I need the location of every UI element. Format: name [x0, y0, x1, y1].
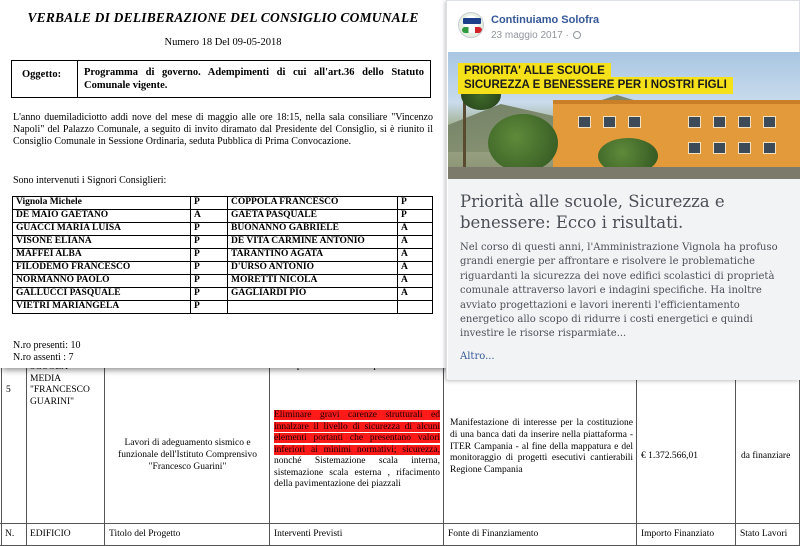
- avatar-logo-text: [463, 18, 481, 24]
- funding-source: Manifestazione di interesse per la costituzione di una banca dati da inserire nella piattaforma - ITER Campania - al fine della mappatura e del monitoraggio di progetti esecutivi cantierabili Regione Campania: [450, 418, 633, 476]
- building-name: MEDIA "FRANCESCO GUARINI": [30, 373, 90, 407]
- councillor-status: A: [398, 275, 433, 288]
- globe-icon: [573, 31, 581, 39]
- councillor-row: [13, 288, 433, 301]
- window: [738, 142, 751, 154]
- councillor-name: FILODEMO FRANCESCO: [13, 262, 191, 275]
- councillor-name: VISONE ELIANA: [13, 236, 191, 249]
- councillor-name: GALLUCCI PASQUALE: [13, 288, 191, 301]
- attendance-summary: [13, 340, 81, 363]
- councillor-row: [13, 301, 433, 314]
- councillor-status: A: [398, 262, 433, 275]
- councillor-status: P: [191, 301, 228, 314]
- read-more-link[interactable]: Altro...: [460, 351, 495, 362]
- funded-amount: € 1.372.566,01: [641, 451, 698, 461]
- link-headline[interactable]: Priorità alle scuole, Sicurezza e benessere: Ecco i risultati.: [460, 192, 725, 232]
- councillor-status: P: [191, 288, 228, 301]
- councillor-name: TARANTINO AGATA: [228, 249, 398, 262]
- link-description: Nel corso di questi anni, l'Amministrazione Vignola ha profuso grandi energie per affrontare e risolvere le problematiche riguardanti la sicurezza dei nove edifici scolastici di proprietà comunale attraverso lavori e indagini specifiche. Ha inoltre avviato progettazioni e lavori inerenti l'efficientamento energetico allo scopo di ridurre i costi energetici e quindi investire le risorse risparmiate...: [460, 242, 778, 340]
- col-divider: [104, 350, 105, 546]
- attendees-intro: Sono intervenuti i Signori Consiglieri:: [13, 175, 167, 186]
- councillor-name: BUONANNO GABRIELE: [228, 223, 398, 236]
- ground: [448, 167, 800, 179]
- councillor-name: GAETA PASQUALE: [228, 210, 398, 223]
- window: [713, 116, 726, 128]
- window: [603, 116, 616, 128]
- councillor-row: [13, 197, 433, 210]
- facebook-post: [446, 0, 800, 380]
- window: [628, 116, 641, 128]
- councillor-status: [398, 301, 433, 314]
- row-divider: [0, 523, 800, 524]
- councillor-status: A: [398, 288, 433, 301]
- post-date-text: 23 maggio 2017 ·: [491, 30, 569, 41]
- header-project-title: Titolo del Progetto: [109, 529, 181, 539]
- councillor-status: P: [191, 223, 228, 236]
- window: [688, 116, 701, 128]
- interventions: [274, 410, 440, 491]
- banner-line-2: SICUREZZA E BENESSERE PER I NOSTRI FIGLI: [458, 77, 733, 94]
- header-interventions: Interventi Previsti: [274, 529, 343, 539]
- post-date[interactable]: [491, 30, 581, 41]
- header-status: Stato Lavori: [740, 529, 788, 539]
- absent-count: N.ro assenti : 7: [13, 351, 74, 363]
- councillor-name: DE MAIO GAETANO: [13, 210, 191, 223]
- window: [713, 142, 726, 154]
- councillor-name: [228, 301, 398, 314]
- col-divider: [269, 350, 270, 546]
- subject-separator: [77, 61, 78, 97]
- post-image[interactable]: [448, 52, 800, 179]
- councillor-status: P: [191, 236, 228, 249]
- councillor-name: MORETTI NICOLA: [228, 275, 398, 288]
- work-status: da finanziare: [741, 451, 791, 461]
- councillor-row: [13, 275, 433, 288]
- present-count: N.ro presenti: 10: [13, 340, 81, 351]
- col-divider: [26, 350, 27, 546]
- header-amount: Importo Finanziato: [641, 529, 715, 539]
- col-divider: [1, 350, 2, 546]
- councillor-name: COPPOLA FRANCESCO: [228, 197, 398, 210]
- councillor-name: NORMANNO PAOLO: [13, 275, 191, 288]
- councillor-name: GAGLIARDI PIO: [228, 288, 398, 301]
- councillor-name: Vignola Michele: [13, 197, 191, 210]
- window: [763, 142, 776, 154]
- councillor-row: [13, 223, 433, 236]
- councillor-name: VIETRI MARIANGELA: [13, 301, 191, 314]
- project-title: [110, 437, 265, 473]
- page-name-link[interactable]: Continuiamo Solofra: [491, 14, 600, 26]
- councillor-status: P: [398, 197, 433, 210]
- councillor-status: A: [398, 223, 433, 236]
- interventions-rest: nonché Sistemazione scala interna, sistemazione scala esterna , rifacimento della pavimentazione dei piazzali: [274, 456, 440, 489]
- document-title: VERBALE DI DELIBERAZIONE DEL CONSIGLIO COMUNALE: [27, 10, 419, 25]
- link-preview[interactable]: [448, 179, 800, 380]
- page-avatar[interactable]: [458, 12, 484, 38]
- councillor-status: A: [398, 236, 433, 249]
- councillor-status: P: [191, 262, 228, 275]
- banner-line-1: PRIORITA' ALLE SCUOLE: [458, 63, 611, 80]
- col-divider: [443, 350, 444, 546]
- tree: [488, 114, 558, 172]
- councillor-status: P: [191, 275, 228, 288]
- header-funding: Fonte di Finanziamento: [448, 529, 539, 539]
- councillor-status: P: [191, 249, 228, 262]
- councillor-status: P: [398, 210, 433, 223]
- document-number-date: Numero 18 Del 09-05-2018: [164, 37, 282, 48]
- councillor-row: [13, 249, 433, 262]
- project-title-text: Lavori di adeguamento sismico e funzionale dell'Istituto Comprensivo "Francesco Guarini": [118, 438, 257, 472]
- row-number: 5: [6, 385, 11, 395]
- councillor-status: A: [191, 210, 228, 223]
- avatar-flag-stripe: [462, 27, 482, 33]
- councillor-row: [13, 236, 433, 249]
- councillor-status: P: [191, 197, 228, 210]
- councillor-name: DE VITA CARMINE ANTONIO: [228, 236, 398, 249]
- subject-value: Programma di governo. Adempimenti di cui all'art.36 dello Statuto Comunale vigente.: [84, 67, 424, 91]
- header-n: N.: [5, 529, 15, 539]
- meeting-paragraph: L'anno duemiladiciotto addì nove del mese di maggio alle ore 18:15, nella sala consiliare "Vincenzo Napoli" del Palazzo Comunale, a seguito di invito diramato dal Presidente del Consiglio, si è riunito il Consiglio Comunale in Sessione Ordinaria, seduta Pubblica di Prima Convocazione.: [13, 112, 433, 148]
- window: [688, 142, 701, 154]
- window: [578, 116, 591, 128]
- councillor-row: [13, 262, 433, 275]
- header-building: EDIFICIO: [30, 529, 71, 539]
- window: [763, 116, 776, 128]
- interventions-highlighted: Eliminare gravi carenze strutturali ed innalzare il livello di sicurezza di alcuni elementi portanti che presentano valori inferiori ai minimi normativi; sicurezza,: [274, 410, 440, 455]
- window: [738, 116, 751, 128]
- councillor-name: D'URSO ANTONIO: [228, 262, 398, 275]
- councillor-name: GUACCI MARIA LUISA: [13, 223, 191, 236]
- councillor-name: MAFFEI ALBA: [13, 249, 191, 262]
- councillor-row: [13, 210, 433, 223]
- subject-box: [11, 60, 431, 98]
- councillor-status: A: [398, 249, 433, 262]
- council-minutes-document: [0, 0, 446, 368]
- councillors-table: [12, 196, 433, 314]
- subject-label: Oggetto:: [22, 69, 62, 80]
